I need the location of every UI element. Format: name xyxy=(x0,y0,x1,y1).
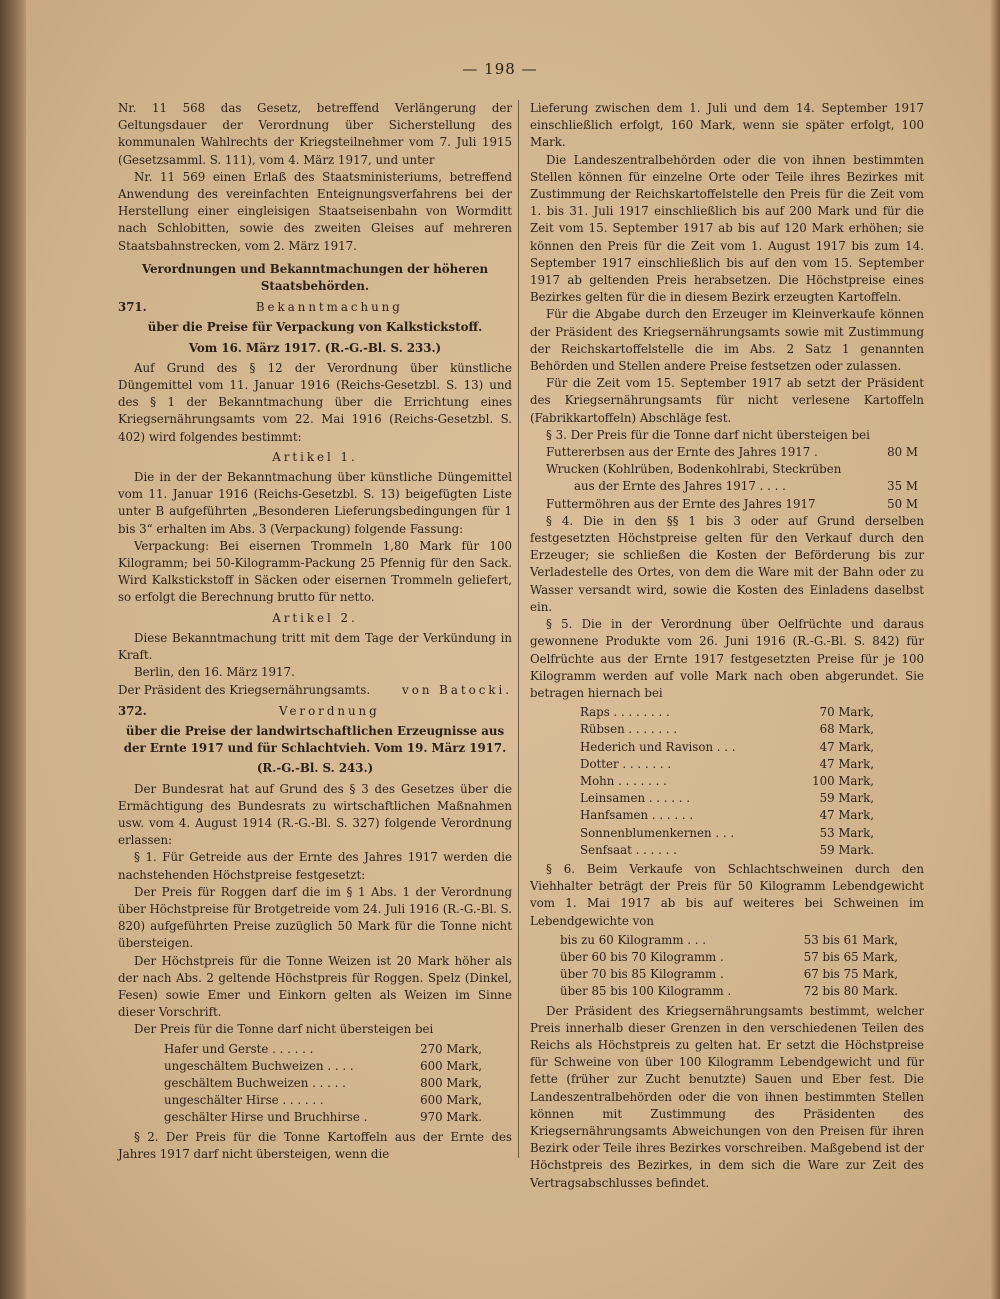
price-item: ungeschälter Hirse . . . . . . xyxy=(164,1093,324,1108)
page-right-edge xyxy=(990,0,1000,1299)
article-2-heading: Artikel 2. xyxy=(272,610,358,625)
price-item: ungeschältem Buchweizen . . . . xyxy=(164,1058,354,1073)
item-372-reference: (R.-G.-Bl. S. 243.) xyxy=(256,761,374,776)
price-value: 35 M xyxy=(887,479,918,494)
price-value: 270 Mark, xyxy=(420,1041,482,1056)
price-row xyxy=(560,983,924,1000)
price-value: 67 bis 75 Mark, xyxy=(803,967,898,982)
price-row xyxy=(580,773,924,790)
section-heading: Verordnungen und Bekanntmachungen der höheren Staatsbehörden. xyxy=(141,261,489,294)
price-row xyxy=(546,461,924,478)
right-para-9: Der Präsident des Kriegsernährungsamts bestimmt, welcher Preis innerhalb dieser Grenzen in den verschiedenen Teilen des Reichs als Höchstpreis zu gelten hat. Er setzt die Höchstpreise für Schweine von über 100 Kilogramm Lebendgewicht und für fette (früher zur Zucht benutzte) Sauen und Eber fest. Die Landeszentralbehörden oder die von ihnen bestimmten Stellen können mit Zustimmung des Präsidenten des Kriegsernährungsamts Abweichungen von den Preisen für ihren Bezirk oder Teile ihres Bezirkes vorschreiben. Maßgebend ist der Höchstpreis des Bezirkes, in dem sich die Ware zur Zeit des Vertragsabschlusses befindet. xyxy=(530,1003,924,1190)
price-item: Raps . . . . . . . . xyxy=(580,705,670,720)
right-para-1: Lieferung zwischen dem 1. Juli und dem 14. September 1917 einschließlich erfolgt, 160 Mark, wenn sie später erfolgt, 100 Mark. xyxy=(530,101,924,150)
item-371-preamble: Auf Grund des § 12 der Verordnung über künstliche Düngemittel vom 11. Januar 1916 (Reichs-Gesetzbl. S. 13) und des § 1 der Bekanntmachung über die Errichtung eines Kriegsernährungsamts vom 22. Mai 1916 (Reichs-Gesetzbl. S. 402) wird folgendes bestimmt: xyxy=(118,360,512,444)
price-value: 53 bis 61 Mark, xyxy=(803,932,898,947)
price-row xyxy=(580,842,924,859)
price-value: 47 Mark, xyxy=(819,739,874,754)
item-372-preamble: Der Bundesrat hat auf Grund des § 3 des Gesetzes über die Ermächtigung des Bundesrats zu wirtschaftlichen Maßnahmen usw. vom 4. August 1914 (R.-G.-Bl. S. 327) folgende Verordnung erlassen: xyxy=(118,781,512,848)
page-number: — 198 — xyxy=(462,60,538,78)
price-item: Sonnenblumenkernen . . . xyxy=(580,825,735,840)
price-item: Hederich und Ravison . . . xyxy=(580,739,736,754)
price-value: 72 bis 80 Mark. xyxy=(803,984,898,999)
right-para-3: Für die Abgabe durch den Erzeuger im Kleinverkaufe können der Präsident des Kriegsernährungsamts sowie mit Zustimmung der Reichskartoffelstelle die im Abs. 2 Satz 1 genannten Behörden und Stellen andere Preise festsetzen oder zulassen. xyxy=(530,307,924,374)
right-para-5: § 3. Der Preis für die Tonne darf nicht übersteigen bei xyxy=(546,427,870,442)
price-row xyxy=(560,966,924,983)
price-value: 68 Mark, xyxy=(819,722,874,737)
price-row xyxy=(580,807,924,824)
price-item: geschälter Hirse und Bruchhirse . xyxy=(164,1110,368,1125)
price-row xyxy=(580,721,924,738)
price-value: 70 Mark, xyxy=(819,705,874,720)
item-371-subject: über die Preise für Verpackung von Kalkstickstoff. xyxy=(147,320,483,335)
price-item: Senfsaat . . . . . . xyxy=(580,842,677,857)
feed-price-list xyxy=(546,444,924,513)
item-371-number: 371. xyxy=(118,300,147,315)
price-row xyxy=(164,1058,512,1075)
place-date: Berlin, den 16. März 1917. xyxy=(134,665,295,680)
item-372-number: 372. xyxy=(118,703,147,718)
signer-role: Der Präsident des Kriegsernährungsamts. xyxy=(118,682,371,697)
price-item: aus der Ernte des Jahres 1917 . . . . xyxy=(574,479,786,494)
item-372-header xyxy=(118,703,512,720)
price-item: Hanfsamen . . . . . . xyxy=(580,808,694,823)
right-para-6: § 4. Die in den §§ 1 bis 3 oder auf Grund derselben festgesetzten Höchstpreise gelten für den Verkauf durch den Erzeuger; sie schließen die Kosten der Beförderung bis zur Verladestelle des Ortes, von dem die Ware mit der Bahn oder zu Wasser versandt wird, sowie die Kosten des Einladens daselbst ein. xyxy=(530,513,924,614)
book-spine-edge xyxy=(0,0,26,1299)
intro-paragraph-1: Nr. 11 568 das Gesetz, betreffend Verlängerung der Geltungsdauer der Verordnung über Sicherstellung des kommunalen Wahlrechts der Kriegsteilnehmer vom 7. Juli 1915 (Gesetzsamml. S. 111), vom 4. März 1917, und unter xyxy=(118,101,512,167)
price-row xyxy=(580,756,924,773)
price-row xyxy=(164,1092,512,1109)
price-row xyxy=(164,1041,512,1058)
right-para-7: § 5. Die in der Verordnung über Oelfrüchte und daraus gewonnene Produkte vom 26. Juni 1916 (R.-G.-Bl. S. 842) für Oelfrüchte aus der Ernte 1917 festgesetzten Preise für je 100 Kilogramm werden auf volle Mark nach oben abgerundet. Sie betragen hiernach bei xyxy=(530,617,924,700)
price-item: Wrucken (Kohlrüben, Bodenkohlrabi, Steckrüben xyxy=(546,462,842,477)
price-value: 47 Mark, xyxy=(819,808,874,823)
price-row xyxy=(560,949,924,966)
price-item: bis zu 60 Kilogramm . . . xyxy=(560,932,707,947)
item-372-para-5: § 2. Der Preis für die Tonne Kartoffeln aus der Ernte des Jahres 1917 darf nicht übersteigen, wenn die xyxy=(118,1129,512,1161)
price-item: über 60 bis 70 Kilogramm . xyxy=(560,949,724,964)
signer-name: von Batocki. xyxy=(402,682,512,697)
price-item: über 70 bis 85 Kilogramm . xyxy=(560,967,724,982)
article-2-text: Diese Bekanntmachung tritt mit dem Tage der Verkündung in Kraft. xyxy=(118,630,512,663)
item-371-header xyxy=(118,299,512,316)
price-value: 47 Mark, xyxy=(819,756,874,771)
right-column xyxy=(530,100,924,1192)
item-371-title: Bekanntmachung xyxy=(255,300,403,315)
price-row xyxy=(546,496,924,513)
price-row xyxy=(580,739,924,756)
price-row xyxy=(164,1075,512,1092)
price-row xyxy=(580,790,924,807)
price-item: über 85 bis 100 Kilogramm . xyxy=(560,984,732,999)
intro-paragraph-2: Nr. 11 569 einen Erlaß des Staatsministeriums, betreffend Anwendung des vereinfachten Enteignungsverfahrens bei der Herstellung einer eingleisigen Staatseisenbahn von Wormditt nach Schlobitten, sowie des zweiten Gleises auf mehreren Staatsbahnstrecken, vom 2. März 1917. xyxy=(118,169,512,253)
price-value: 800 Mark, xyxy=(420,1075,482,1090)
grain-price-list xyxy=(164,1041,512,1127)
price-value: 59 Mark, xyxy=(819,791,874,806)
article-1-heading: Artikel 1. xyxy=(272,449,358,464)
price-item: Leinsamen . . . . . . xyxy=(580,791,691,806)
article-1-text: Die in der der Bekanntmachung über künstliche Düngemittel vom 11. Januar 1916 (Reichs-Gesetzbl. S. 13) beigefügten Liste unter B aufgeführten „Besonderen Lieferungsbedingungen für 1 bis 3“ erhalten im Abs. 3 (Verpackung) folgende Fassung: xyxy=(118,470,512,536)
price-row xyxy=(580,825,924,842)
price-item: geschältem Buchweizen . . . . . xyxy=(164,1075,346,1090)
price-item: Futtermöhren aus der Ernte des Jahres 1917 xyxy=(546,496,816,511)
price-value: 100 Mark, xyxy=(812,773,874,788)
price-item: Mohn . . . . . . . xyxy=(580,773,667,788)
price-row xyxy=(580,704,924,721)
price-row xyxy=(164,1109,512,1126)
price-item: Dotter . . . . . . . xyxy=(580,756,672,771)
item-372-para-4: Der Preis für die Tonne darf nicht übersteigen bei xyxy=(134,1022,434,1037)
item-372-subject: über die Preise der landwirtschaftlichen Erzeugnisse aus der Ernte 1917 und für Schlachtvieh. Vom 19. März 1917. xyxy=(123,723,507,756)
right-para-8: § 6. Beim Verkaufe von Schlachtschweinen durch den Viehhalter beträgt der Preis für 50 Kilogramm Lebendgewicht vom 1. Mai 1917 ab bis auf weiteres bei Schweinen im Lebendgewichte von xyxy=(530,861,924,928)
price-value: 59 Mark. xyxy=(819,842,874,857)
right-para-4: Für die Zeit vom 15. September 1917 ab setzt der Präsident des Kriegsernährungsamts für nicht verlesene Kartoffeln (Fabrikkartoffeln) Abschläge fest. xyxy=(530,376,924,425)
column-divider xyxy=(518,100,519,1158)
item-372-title: Verordnung xyxy=(279,703,380,718)
price-item: Rübsen . . . . . . . xyxy=(580,722,678,737)
item-372-para-3: Der Höchstpreis für die Tonne Weizen ist 20 Mark höher als der nach Abs. 2 geltende Höchstpreis für Roggen. Spelz (Dinkel, Fesen) sowie Emer und Einkorn gelten als Weizen im Sinne dieser Vorschrift. xyxy=(118,953,512,1020)
price-value: 50 M xyxy=(887,496,918,511)
price-value: 57 bis 65 Mark, xyxy=(803,949,898,964)
price-value: 970 Mark. xyxy=(420,1110,482,1125)
price-item: Futtererbsen aus der Ernte des Jahres 1917 . xyxy=(546,445,818,460)
pig-price-list xyxy=(560,932,924,1001)
item-372-para-1: § 1. Für Getreide aus der Ernte des Jahres 1917 werden die nachstehenden Höchstpreise festgesetzt: xyxy=(118,850,512,882)
item-372-para-2: Der Preis für Roggen darf die im § 1 Abs. 1 der Verordnung über Höchstpreise für Brotgetreide vom 24. Juli 1916 (R.-G.-Bl. S. 820) aufgeführten Preise zuzüglich 50 Mark für die Tonne nicht übersteigen. xyxy=(118,884,513,951)
price-row xyxy=(560,932,924,949)
price-value: 600 Mark, xyxy=(420,1093,482,1108)
price-row xyxy=(546,444,924,461)
item-371-date: Vom 16. März 1917. (R.-G.-Bl. S. 233.) xyxy=(188,340,442,355)
price-value: 80 M xyxy=(887,445,918,460)
article-1-quote: Verpackung: Bei eisernen Trommeln 1,80 Mark für 100 Kilogramm; bei 50-Kilogramm-Packung 25 Pfennig für den Sack. Wird Kalkstickstoff in Säcken oder eisernen Trommeln geliefert, so erfolgt die Berechnung brutto für netto. xyxy=(118,538,512,605)
price-row xyxy=(546,478,924,495)
oil-price-list xyxy=(580,704,924,859)
price-item: Hafer und Gerste . . . . . . xyxy=(164,1041,314,1056)
price-value: 53 Mark, xyxy=(819,825,874,840)
price-value: 600 Mark, xyxy=(420,1058,482,1073)
right-para-2: Die Landeszentralbehörden oder die von ihnen bestimmten Stellen können für einzelne Orte oder Teile ihres Bezirkes mit Zustimmung der Reichskartoffelstelle den Preis für die Zeit vom 1. bis 31. Juli 1917 einschließlich bis auf 200 Mark und für die Zeit vom 15. September 1917 ab bis auf 120 Mark erhöhen; sie können den Preis für die Zeit vom 1. August 1917 bis zum 14. September 1917 einschließlich bis auf den vom 15. September 1917 ab geltenden Preis herabsetzen. Die Höchstpreise eines Bezirkes gelten für die in diesem Bezirk erzeugten Kartoffeln. xyxy=(530,152,924,305)
left-column xyxy=(118,100,512,1163)
signature-line xyxy=(118,682,512,699)
